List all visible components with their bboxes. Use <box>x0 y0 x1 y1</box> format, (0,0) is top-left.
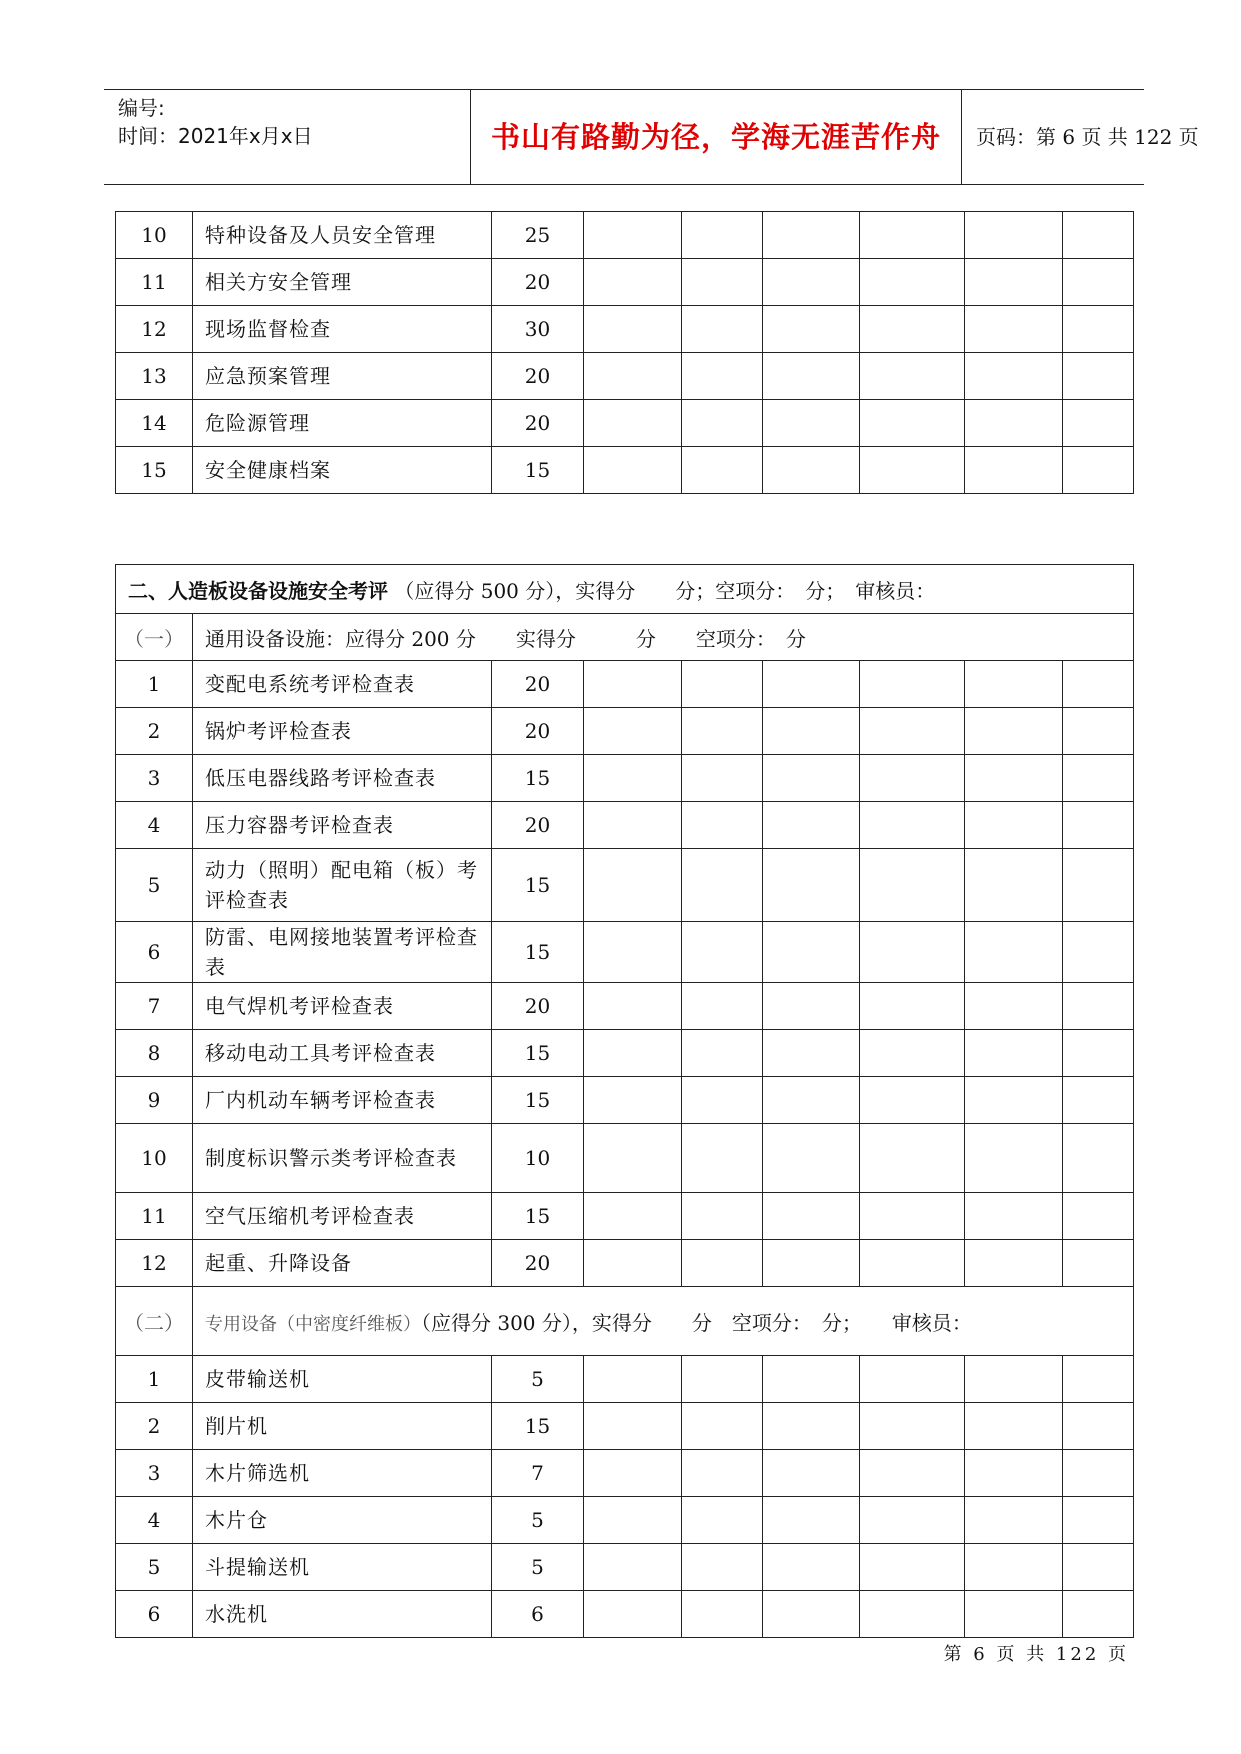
blank-cell <box>860 400 965 447</box>
blank-cell <box>1063 1124 1134 1193</box>
blank-cell <box>1063 1193 1134 1240</box>
blank-cell <box>860 1077 965 1124</box>
blank-cell <box>763 1591 860 1638</box>
item-name: 电气焊机考评检查表 <box>193 983 492 1030</box>
blank-cell <box>682 1124 763 1193</box>
blank-cell <box>584 849 682 922</box>
blank-cell <box>682 353 763 400</box>
item-name: 木片仓 <box>193 1497 492 1544</box>
item-score: 5 <box>492 1544 584 1591</box>
row-number: 7 <box>116 983 193 1030</box>
serial-label: 编号: <box>118 96 165 120</box>
subsection-2-tail: （应得分 300 分），实得分 分 空项分： 分； 审核员： <box>421 1310 972 1335</box>
blank-cell <box>965 802 1063 849</box>
row-number: 9 <box>116 1077 193 1124</box>
blank-cell <box>763 400 860 447</box>
blank-cell <box>860 1544 965 1591</box>
row-number: 2 <box>116 708 193 755</box>
blank-cell <box>965 849 1063 922</box>
page-header <box>104 89 1199 185</box>
blank-cell <box>584 353 682 400</box>
blank-cell <box>763 802 860 849</box>
row-number: 12 <box>116 1240 193 1287</box>
blank-cell <box>965 212 1063 259</box>
table-row <box>116 708 1134 755</box>
header-motto-cell <box>470 90 962 184</box>
blank-cell <box>682 1544 763 1591</box>
section-title-row <box>116 565 1134 614</box>
blank-cell <box>682 1497 763 1544</box>
table-row <box>116 1450 1134 1497</box>
item-score: 20 <box>492 400 584 447</box>
subsection-2-lead: 专用设备（中密度纤维板） <box>205 1313 421 1335</box>
blank-cell <box>965 755 1063 802</box>
blank-cell <box>682 1077 763 1124</box>
blank-cell <box>763 1030 860 1077</box>
score-table-top <box>115 211 1134 494</box>
table-row <box>116 755 1134 802</box>
blank-cell <box>1063 1591 1134 1638</box>
blank-cell <box>682 802 763 849</box>
subsection-2-cell <box>193 1287 1134 1356</box>
blank-cell <box>1063 259 1134 306</box>
item-name: 水洗机 <box>193 1591 492 1638</box>
blank-cell <box>682 1240 763 1287</box>
blank-cell <box>1063 400 1134 447</box>
blank-cell <box>860 708 965 755</box>
blank-cell <box>682 306 763 353</box>
subsection-1-text: 通用设备设施：应得分 200 分 实得分 分 空项分： 分 <box>193 614 1134 661</box>
blank-cell <box>965 1591 1063 1638</box>
table-row <box>116 661 1134 708</box>
blank-cell <box>584 1403 682 1450</box>
table-row <box>116 306 1134 353</box>
row-number: 10 <box>116 1124 193 1193</box>
blank-cell <box>682 661 763 708</box>
item-score: 20 <box>492 708 584 755</box>
blank-cell <box>763 259 860 306</box>
blank-cell <box>965 1356 1063 1403</box>
table-row <box>116 1403 1134 1450</box>
item-name: 空气压缩机考评检查表 <box>193 1193 492 1240</box>
subsection-2-row <box>116 1287 1134 1356</box>
blank-cell <box>584 1030 682 1077</box>
blank-cell <box>584 661 682 708</box>
table-row <box>116 1193 1134 1240</box>
blank-cell <box>860 1240 965 1287</box>
item-name: 现场监督检查 <box>193 306 492 353</box>
blank-cell <box>860 212 965 259</box>
row-number: 5 <box>116 849 193 922</box>
item-score: 7 <box>492 1450 584 1497</box>
item-name: 移动电动工具考评检查表 <box>193 1030 492 1077</box>
blank-cell <box>682 212 763 259</box>
table-row <box>116 1240 1134 1287</box>
table-row <box>116 849 1134 922</box>
blank-cell <box>965 922 1063 983</box>
item-name: 厂内机动车辆考评检查表 <box>193 1077 492 1124</box>
blank-cell <box>763 1124 860 1193</box>
row-number: 11 <box>116 1193 193 1240</box>
item-name: 木片筛选机 <box>193 1450 492 1497</box>
blank-cell <box>1063 1450 1134 1497</box>
item-name: 低压电器线路考评检查表 <box>193 755 492 802</box>
blank-cell <box>860 1193 965 1240</box>
item-score: 15 <box>492 849 584 922</box>
blank-cell <box>682 1591 763 1638</box>
item-score: 10 <box>492 1124 584 1193</box>
row-number: 13 <box>116 353 193 400</box>
row-number: 8 <box>116 1030 193 1077</box>
blank-cell <box>763 755 860 802</box>
blank-cell <box>763 1077 860 1124</box>
blank-cell <box>1063 353 1134 400</box>
blank-cell <box>584 1193 682 1240</box>
section-tail: （应得分 500 分），实得分 分；空项分： 分； 审核员： <box>394 578 936 603</box>
blank-cell <box>965 400 1063 447</box>
table-row <box>116 353 1134 400</box>
blank-cell <box>860 661 965 708</box>
item-score: 20 <box>492 259 584 306</box>
blank-cell <box>1063 755 1134 802</box>
blank-cell <box>682 708 763 755</box>
blank-cell <box>860 447 965 494</box>
table-row <box>116 400 1134 447</box>
blank-cell <box>860 306 965 353</box>
row-number: 3 <box>116 755 193 802</box>
item-score: 15 <box>492 447 584 494</box>
blank-cell <box>965 259 1063 306</box>
row-number: 15 <box>116 447 193 494</box>
blank-cell <box>1063 922 1134 983</box>
item-name: 危险源管理 <box>193 400 492 447</box>
item-score: 20 <box>492 1240 584 1287</box>
blank-cell <box>860 1591 965 1638</box>
blank-cell <box>1063 1356 1134 1403</box>
item-name: 安全健康档案 <box>193 447 492 494</box>
blank-cell <box>965 1193 1063 1240</box>
blank-cell <box>1063 1240 1134 1287</box>
blank-cell <box>860 1356 965 1403</box>
blank-cell <box>584 802 682 849</box>
blank-cell <box>584 1450 682 1497</box>
item-name: 变配电系统考评检查表 <box>193 661 492 708</box>
blank-cell <box>860 259 965 306</box>
blank-cell <box>584 306 682 353</box>
blank-cell <box>584 1544 682 1591</box>
item-score: 30 <box>492 306 584 353</box>
blank-cell <box>584 1356 682 1403</box>
blank-cell <box>1063 983 1134 1030</box>
item-name: 特种设备及人员安全管理 <box>193 212 492 259</box>
blank-cell <box>965 1403 1063 1450</box>
blank-cell <box>584 447 682 494</box>
blank-cell <box>860 983 965 1030</box>
blank-cell <box>965 1030 1063 1077</box>
blank-cell <box>1063 802 1134 849</box>
row-number: 3 <box>116 1450 193 1497</box>
blank-cell <box>965 1077 1063 1124</box>
blank-cell <box>763 1450 860 1497</box>
blank-cell <box>763 212 860 259</box>
blank-cell <box>584 212 682 259</box>
blank-cell <box>682 400 763 447</box>
blank-cell <box>763 922 860 983</box>
blank-cell <box>763 849 860 922</box>
blank-cell <box>1063 1030 1134 1077</box>
item-score: 20 <box>492 353 584 400</box>
item-name: 起重、升降设备 <box>193 1240 492 1287</box>
blank-cell <box>763 306 860 353</box>
blank-cell <box>965 661 1063 708</box>
item-name: 动力（照明）配电箱（板）考评检查表 <box>193 849 492 922</box>
blank-cell <box>1063 849 1134 922</box>
blank-cell <box>584 983 682 1030</box>
row-number: 6 <box>116 922 193 983</box>
item-score: 15 <box>492 755 584 802</box>
item-score: 5 <box>492 1356 584 1403</box>
item-score: 25 <box>492 212 584 259</box>
item-name: 削片机 <box>193 1403 492 1450</box>
blank-cell <box>860 802 965 849</box>
item-name: 锅炉考评检查表 <box>193 708 492 755</box>
table-row <box>116 212 1134 259</box>
blank-cell <box>965 1497 1063 1544</box>
item-score: 20 <box>492 661 584 708</box>
header-meta <box>118 90 468 184</box>
blank-cell <box>763 1356 860 1403</box>
row-number: 2 <box>116 1403 193 1450</box>
item-score: 5 <box>492 1497 584 1544</box>
blank-cell <box>763 708 860 755</box>
table-row <box>116 1356 1134 1403</box>
blank-cell <box>763 1403 860 1450</box>
blank-cell <box>1063 212 1134 259</box>
blank-cell <box>965 1450 1063 1497</box>
blank-cell <box>860 1030 965 1077</box>
blank-cell <box>682 1193 763 1240</box>
item-score: 15 <box>492 922 584 983</box>
blank-cell <box>763 661 860 708</box>
row-number: 1 <box>116 661 193 708</box>
item-score: 15 <box>492 1403 584 1450</box>
item-name: 制度标识警示类考评检查表 <box>193 1124 492 1193</box>
blank-cell <box>860 849 965 922</box>
table-row <box>116 983 1134 1030</box>
blank-cell <box>584 259 682 306</box>
row-number: 5 <box>116 1544 193 1591</box>
score-table-main <box>115 564 1134 1638</box>
blank-cell <box>682 922 763 983</box>
blank-cell <box>1063 661 1134 708</box>
blank-cell <box>763 1240 860 1287</box>
row-number: 4 <box>116 802 193 849</box>
blank-cell <box>965 1124 1063 1193</box>
item-name: 斗提输送机 <box>193 1544 492 1591</box>
blank-cell <box>763 1544 860 1591</box>
row-number: 10 <box>116 212 193 259</box>
table-row <box>116 1544 1134 1591</box>
section-title: 二、人造板设备设施安全考评 <box>128 578 388 603</box>
blank-cell <box>1063 1403 1134 1450</box>
item-score: 15 <box>492 1193 584 1240</box>
blank-cell <box>763 353 860 400</box>
blank-cell <box>584 1124 682 1193</box>
blank-cell <box>860 1497 965 1544</box>
blank-cell <box>1063 708 1134 755</box>
blank-cell <box>1063 306 1134 353</box>
blank-cell <box>965 1544 1063 1591</box>
motto: 书山有路勤为径，学海无涯苦作舟 <box>490 120 941 154</box>
blank-cell <box>682 1030 763 1077</box>
blank-cell <box>860 353 965 400</box>
item-score: 6 <box>492 1591 584 1638</box>
blank-cell <box>584 708 682 755</box>
item-score: 20 <box>492 802 584 849</box>
blank-cell <box>584 1591 682 1638</box>
blank-cell <box>682 1450 763 1497</box>
blank-cell <box>584 1240 682 1287</box>
table-row <box>116 1077 1134 1124</box>
blank-cell <box>860 755 965 802</box>
blank-cell <box>1063 1077 1134 1124</box>
blank-cell <box>763 447 860 494</box>
blank-cell <box>860 1450 965 1497</box>
section-title-cell <box>116 565 1134 614</box>
item-name: 相关方安全管理 <box>193 259 492 306</box>
item-name: 压力容器考评检查表 <box>193 802 492 849</box>
time-label: 时间：2021年x月x日 <box>118 124 313 148</box>
subsection-1-label: （一） <box>116 614 193 661</box>
row-number: 1 <box>116 1356 193 1403</box>
page-info: 页码：第 6 页 共 122 页 <box>976 125 1199 149</box>
table-row <box>116 1124 1134 1193</box>
blank-cell <box>860 1403 965 1450</box>
blank-cell <box>584 400 682 447</box>
table-row <box>116 1497 1134 1544</box>
blank-cell <box>965 353 1063 400</box>
blank-cell <box>965 983 1063 1030</box>
item-name: 防雷、电网接地装置考评检查表 <box>193 922 492 983</box>
blank-cell <box>965 708 1063 755</box>
table-row <box>116 259 1134 306</box>
blank-cell <box>1063 1544 1134 1591</box>
item-score: 15 <box>492 1077 584 1124</box>
row-number: 14 <box>116 400 193 447</box>
blank-cell <box>682 447 763 494</box>
blank-cell <box>584 1077 682 1124</box>
blank-cell <box>860 922 965 983</box>
table-row <box>116 1591 1134 1638</box>
table-row <box>116 1030 1134 1077</box>
subsection-1-row <box>116 614 1134 661</box>
blank-cell <box>682 755 763 802</box>
blank-cell <box>682 259 763 306</box>
blank-cell <box>584 755 682 802</box>
row-number: 6 <box>116 1591 193 1638</box>
blank-cell <box>682 1356 763 1403</box>
blank-cell <box>682 849 763 922</box>
blank-cell <box>584 1497 682 1544</box>
item-score: 15 <box>492 1030 584 1077</box>
blank-cell <box>965 447 1063 494</box>
blank-cell <box>965 1240 1063 1287</box>
blank-cell <box>682 1403 763 1450</box>
page-footer: 第 6 页 共 122 页 <box>943 1644 1129 1665</box>
item-name: 皮带输送机 <box>193 1356 492 1403</box>
blank-cell <box>763 983 860 1030</box>
table-row <box>116 447 1134 494</box>
item-name: 应急预案管理 <box>193 353 492 400</box>
blank-cell <box>965 306 1063 353</box>
blank-cell <box>682 983 763 1030</box>
blank-cell <box>1063 1497 1134 1544</box>
item-score: 20 <box>492 983 584 1030</box>
blank-cell <box>1063 447 1134 494</box>
blank-cell <box>763 1497 860 1544</box>
blank-cell <box>763 1193 860 1240</box>
blank-cell <box>860 1124 965 1193</box>
blank-cell <box>584 922 682 983</box>
table-row <box>116 802 1134 849</box>
row-number: 4 <box>116 1497 193 1544</box>
row-number: 11 <box>116 259 193 306</box>
subsection-2-label: （二） <box>116 1287 193 1356</box>
table-row <box>116 922 1134 983</box>
row-number: 12 <box>116 306 193 353</box>
